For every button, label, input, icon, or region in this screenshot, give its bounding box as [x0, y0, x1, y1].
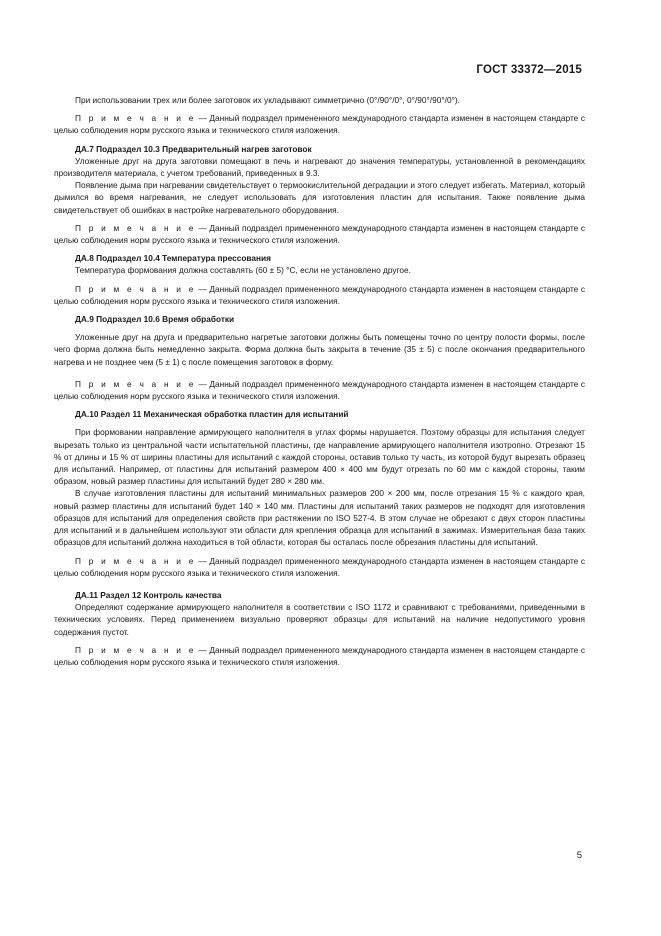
note [54, 283, 585, 307]
note-label: П р и м е ч а н и е [75, 555, 196, 566]
note-label: П р и м е ч а н и е [75, 222, 196, 233]
paragraph: При формовании направление армирующего наполнителя в углах формы нарушается. Поэтому образцы для испытания следует вырезать только из центральной части испытательной пластины, где направление армирующего наполнителя изотропно. Отрезают 15 % от длины и 15 % от ширины пластины для испытаний с каждой стороны, оставив только ту часть, из которой будут вырезать образец для испытаний. Например, от пластины для испытаний размером 400 × 400 мм будут отрезать по 60 мм с каждой стороны, таким образом, новый размер пластины для испытаний будет 280 × 280 мм. [54, 427, 585, 487]
standard-code: ГОСТ 33372—2015 [476, 64, 582, 76]
section-heading-da10: ДА.10 Раздел 11 Механическая обработка пластин для испытаний [75, 409, 349, 420]
section-heading-da7: ДА.7 Подраздел 10.3 Предварительный нагрев заготовок [75, 143, 312, 154]
note-text: — Данный подраздел примененного международного стандарта изменен в настоящем стандарте с целью соблюдения норм русского языка и технического стиля изложения. [54, 378, 585, 402]
note-text: — Данный подраздел примененного международного стандарта изменен в настоящем стандарте с целью соблюдения норм русского языка и технического стиля изложения. [54, 222, 585, 246]
note [54, 378, 585, 402]
paragraph: Уложенные друг на друга заготовки помещают в печь и нагревают до значения температуры, установленной в рекомендациях производителя материала, с учетом требований, приведенных в 9.3. [54, 155, 585, 179]
note-text: — Данный подраздел примененного международного стандарта изменен в настоящем стандарте с целью соблюдения норм русского языка и технического стиля изложения. [54, 113, 585, 136]
paragraph: Температура формования должна составлять (60 ± 5) °C, если не установлено другое. [75, 265, 411, 276]
note [54, 555, 585, 579]
document-body [54, 94, 585, 668]
paragraph: Определяют содержание армирующего наполнителя в соответствии с ISO 1172 и сравнивают с требованиями, приведенными в технических условиях. Перед применением визуально проверяют образцы для испытаний на наличие недопустимого уровня содержания пустот. [54, 602, 585, 637]
page-number: 5 [576, 850, 582, 861]
note [54, 222, 585, 246]
note-label: П р и м е ч а н и е [75, 283, 196, 294]
note-label: П р и м е ч а н и е [75, 644, 196, 655]
note-label: П р и м е ч а н и е [75, 378, 196, 389]
note [54, 644, 585, 668]
note [54, 112, 585, 136]
paragraph: Появление дыма при нагревании свидетельствует о термоокислительной деградации и этого следует избегать. Материал, который дымился во время нагревания, не следует использовать для изготовления пластин для испытания. Также появление дыма свидетельствует об ошибках в настройке нагревательного оборудования. [54, 180, 585, 215]
note-text: — Данный подраздел примененного международного стандарта изменен в настоящем стандарте с целью соблюдения норм русского языка и технического стиля изложения. [54, 555, 585, 578]
section-heading-da11: ДА.11 Раздел 12 Контроль качества [75, 589, 222, 600]
section-heading-da9: ДА.9 Подраздел 10.6 Время обработки [75, 314, 235, 325]
paragraph: В случае изготовления пластины для испытаний минимальных размеров 200 × 200 мм, после отрезания 15 % с каждого края, новый размер пластины для испытаний будет 140 × 140 мм. Пластины для испытаний таких размеров не подходят для изготовления образцов для испытаний для определения свойств при растяжении по ISO 527-4. В этом случае не обрезают с двух сторон пластины для испытаний и в дальнейшем используют эти области для крепления образца для испытаний в зажимах. Измерительная база таких образцов для испытаний должна находиться в той области, которая бы осталась после обрезания пластины для испытаний. [54, 488, 585, 548]
note-text: — Данный подраздел примененного международного стандарта изменен в настоящем стандарте с целью соблюдения норм русского языка и технического стиля изложения. [54, 283, 585, 306]
note-label: П р и м е ч а н и е [75, 113, 196, 124]
section-heading-da8: ДА.8 Подраздел 10.4 Температура прессования [75, 253, 271, 264]
paragraph: При использовании трех или более заготовок их укладывают симметрично (0°/90°/0°, 0°/90°/90°/0°). [75, 95, 460, 105]
paragraph: Уложенные друг на друга и предварительно нагретые заготовки должны быть помещены точно по центру полости формы, после чего форма должна быть немедленно закрыта. Форма должна быть закрыта в течение (35 ± 5) с после окончания предварительного нагрева и не позднее чем (5 ± 1) с после помещения заготовок в форму. [54, 332, 585, 367]
note-text: — Данный подраздел примененного международного стандарта изменен в настоящем стандарте с целью соблюдения норм русского языка и технического стиля изложения. [54, 644, 585, 667]
